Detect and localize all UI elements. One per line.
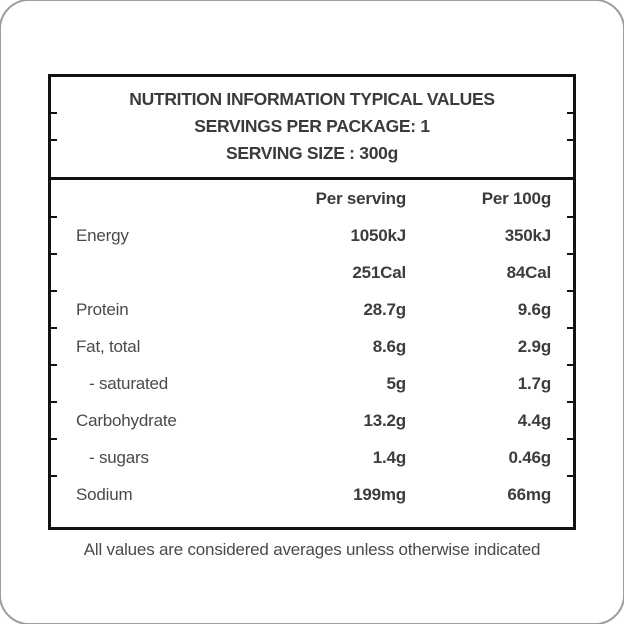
row-value-per-100g: 0.46g bbox=[508, 447, 551, 467]
table-row-fat-saturated bbox=[51, 365, 573, 402]
row-value-per-serving: 251Cal bbox=[352, 262, 406, 282]
row-value-per-100g: 84Cal bbox=[506, 262, 551, 282]
row-value-per-serving: 13.2g bbox=[363, 410, 406, 430]
row-label: Sodium bbox=[76, 484, 133, 504]
nutrition-table bbox=[51, 180, 573, 513]
panel-title: NUTRITION INFORMATION TYPICAL VALUES bbox=[129, 89, 495, 109]
row-label: Energy bbox=[76, 225, 129, 245]
row-value-per-serving: 8.6g bbox=[372, 336, 406, 356]
row-value-per-serving: 5g bbox=[386, 373, 406, 393]
table-row-protein bbox=[51, 291, 573, 328]
row-value-per-serving: 28.7g bbox=[363, 299, 406, 319]
table-row-carbohydrate bbox=[51, 402, 573, 439]
row-value-per-100g: 1.7g bbox=[517, 373, 551, 393]
serving-size: SERVING SIZE : 300g bbox=[51, 140, 573, 167]
table-row-sugars bbox=[51, 439, 573, 476]
row-value-per-100g: 9.6g bbox=[517, 299, 551, 319]
nutrition-information-panel bbox=[48, 74, 576, 530]
table-row-energy-calories bbox=[51, 254, 573, 291]
row-value-per-100g: 66mg bbox=[507, 484, 551, 504]
column-header-per-serving: Per serving bbox=[315, 188, 406, 208]
row-label: - saturated bbox=[89, 373, 169, 393]
servings-per-package: SERVINGS PER PACKAGE: 1 bbox=[51, 113, 573, 140]
row-label: - sugars bbox=[89, 447, 149, 467]
footnote: All values are considered averages unless otherwise indicated bbox=[83, 540, 541, 559]
table-column-headers bbox=[51, 180, 573, 217]
column-header-per-100g: Per 100g bbox=[481, 188, 551, 208]
row-label: Fat, total bbox=[76, 336, 141, 356]
panel-header bbox=[51, 77, 573, 180]
table-row-sodium bbox=[51, 476, 573, 513]
row-value-per-100g: 350kJ bbox=[504, 225, 551, 245]
row-label: Carbohydrate bbox=[76, 410, 177, 430]
row-value-per-100g: 4.4g bbox=[517, 410, 551, 430]
table-row-fat-total bbox=[51, 328, 573, 365]
table-row-energy bbox=[51, 217, 573, 254]
row-value-per-100g: 2.9g bbox=[517, 336, 551, 356]
row-value-per-serving: 1.4g bbox=[372, 447, 406, 467]
row-label: Protein bbox=[76, 299, 129, 319]
row-value-per-serving: 199mg bbox=[353, 484, 406, 504]
row-value-per-serving: 1050kJ bbox=[350, 225, 406, 245]
